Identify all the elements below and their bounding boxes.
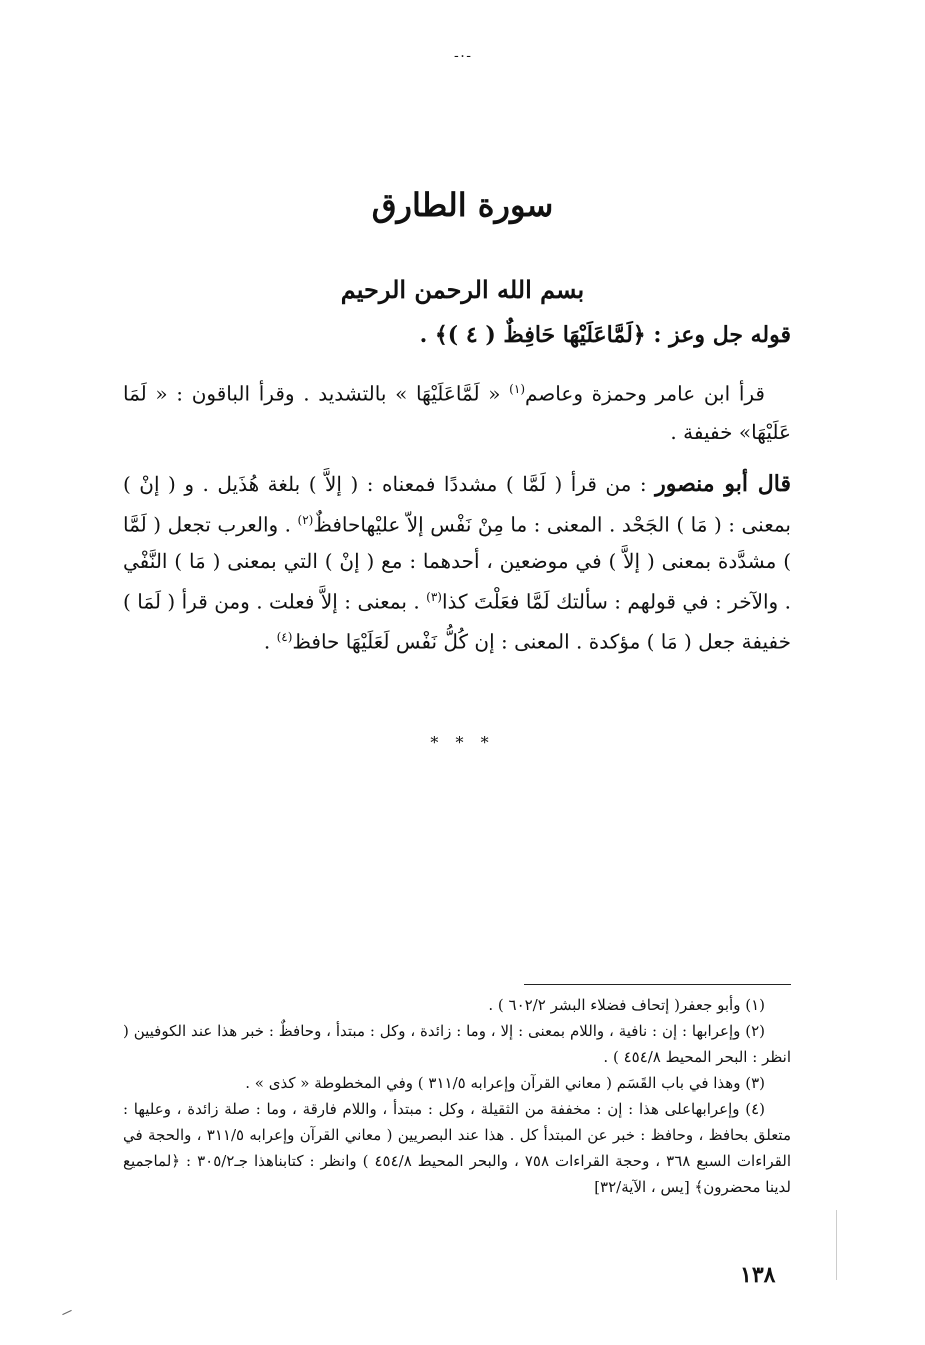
paragraph-readings [123, 370, 791, 451]
top-mark: -٠- [454, 48, 471, 64]
footnote-3: (٣) وهذا في باب القَسَم ( معاني القرآن وإعرابه ٣١١/٥ ) وفي المخطوطة « كذى » . [245, 1074, 765, 1092]
footnote-ref-2: (٢) [297, 513, 314, 527]
footnote-divider [524, 984, 791, 985]
footnote-4: (٤) وإعرابهاعلى هذا : إن : مخففة من الثقيلة ، وكل : مبتدأ ، واللام فارقة ، وما : صلة زائدة ، وعليها : متعلق بحافظ ، وحافظ : خبر عن المبتدأ كل . هذا عند البصريين ( معاني القرآن وإعرابه ٣١١/٥ ، والحجة في القراءات السبع ٣٦٨ ، وحجة القراءات ٧٥٨ ، والبحر المحيط ٤٥٤/٨ ) وانظر : كتابناهذا جـ٣٠٥/٢ : ﴿لماجميع لدينا محضرون﴾ [يس ، الآية/٣٢] [123, 1100, 792, 1196]
footnote-1: (١) وأبو جعفر( إتحاف فضلاء البشر ٦٠٢/٢ ) . [488, 996, 765, 1014]
section-separator: * * * [430, 733, 495, 752]
footnote-ref-3: (٣) [426, 589, 442, 604]
surah-title: سورة الطارق [371, 186, 554, 224]
paragraph-text: : من قرأ ( لَمَّا ) مشددًا فمعناه : ( إلاَّ ) بلغة هُذَيل . و ( إنْ ) بمعنى : ( مَا ) الجَحْد . المعنى : ما مِنْ نَفْس إلاّ عليْهاحافظٌ [123, 472, 791, 537]
footnote-2: (٢) وإعرابها : إن : نافية ، واللام بمعنى : إلا ، وما : زائدة ، وكل : مبتدأ ، وحافظٌ : خبر هذا عند الكوفيين ( انظر : البحر المحيط ٤٥٤/٨ ) . [123, 1022, 791, 1066]
margin-line [836, 1210, 837, 1280]
paragraph-text: . [263, 629, 277, 654]
footnote-ref-4: (٤) [276, 630, 293, 645]
margin-mark [62, 1310, 71, 1315]
footnote-ref-1: (١) [509, 382, 525, 396]
verse-heading: قوله جل وعز : ﴿لَمَّاعَلَيْهَا حَافِظٌ ( ٤ )﴾ . [419, 322, 791, 348]
paragraph-text: . والعرب تجعل ( لَمَّا ) مشدَّدة بمعنى ( إلاَّ ) في موضعين ، أحدهما : مع ( إنْ ) التي بمعنى ( مَا ) النَّفْي . والآخر : في قولهم : سألتك لَمَّا فعَلْتَ كذا [123, 512, 791, 614]
paragraph-commentary [123, 466, 791, 660]
basmala: بسم الله الرحمن الرحيم [340, 275, 585, 304]
footnotes [123, 992, 791, 1200]
paragraph-text: . بمعنى : إلاَّ فعلت . ومن قرأ ( لَمَا ) خفيفة جعل ( مَا ) مؤكدة . المعنى : إن كُلُّ نَفْس لَعَلَيْهَا حافظ [123, 589, 791, 654]
paragraph-text: قرأ ابن عامر وحمزة وعاصم [525, 381, 765, 406]
page-number: ١٣٨ [740, 1262, 776, 1288]
paragraph-text: « لَمَّاعَلَيْهَا » بالتشديد . وقرأ الباقون : « لَمَا عَلَيْهَا» خفيفة . [123, 381, 791, 444]
commentary-lead: قال أبو منصور [655, 471, 791, 497]
